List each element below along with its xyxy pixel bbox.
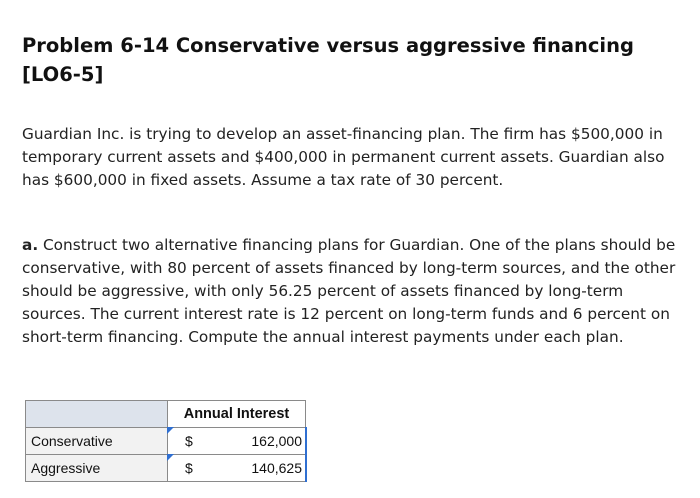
table-row-aggressive — [26, 455, 306, 482]
table-row-conservative — [26, 428, 306, 455]
row-label-conservative: Conservative — [26, 428, 168, 455]
input-marker-icon — [167, 454, 174, 461]
table-header-row — [26, 401, 306, 428]
part-a-paragraph — [22, 234, 682, 349]
input-marker-icon — [167, 427, 174, 434]
currency-symbol: $ — [185, 460, 193, 476]
header-blank-cell — [26, 401, 168, 428]
problem-title-line-1: Problem 6-14 Conservative versus aggressive financing — [22, 34, 634, 57]
value-inner — [168, 460, 305, 476]
value-inner — [168, 433, 305, 449]
problem-title-line-2: [LO6-5] — [22, 63, 104, 86]
annual-interest-table — [25, 400, 306, 482]
currency-symbol: $ — [185, 433, 193, 449]
aggressive-interest-input[interactable] — [168, 455, 306, 482]
intro-paragraph: Guardian Inc. is trying to develop an asset-financing plan. The firm has $500,000 in temporary current assets and $400,000 in permanent current assets. Guardian also has $600,000 in fixed assets. Assume a tax rate of 30 percent. — [22, 125, 665, 189]
input-edge-bar — [305, 454, 307, 482]
conservative-interest-input[interactable] — [168, 428, 306, 455]
annual-interest-header: Annual Interest — [168, 401, 306, 428]
problem-title — [22, 31, 682, 89]
row-label-aggressive: Aggressive — [26, 455, 168, 482]
part-a-text: Construct two alternative financing plans for Guardian. One of the plans should be conservative, with 80 percent of assets financed by long-term sources, and the other should be aggressive, with only 56.25 percent of assets financed by long-term sources. The current interest rate is 12 percent on long-term funds and 6 percent on short-term financing. Compute the annual interest payments under each plan. — [22, 236, 676, 346]
aggressive-interest-value: 140,625 — [251, 460, 302, 476]
input-edge-bar — [305, 427, 307, 455]
conservative-interest-value: 162,000 — [251, 433, 302, 449]
part-a-label: a. — [22, 236, 39, 254]
